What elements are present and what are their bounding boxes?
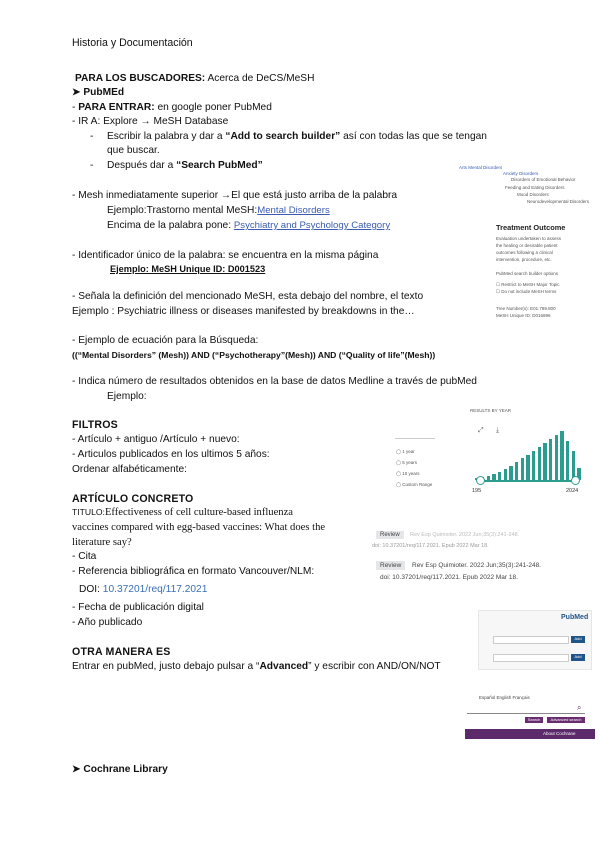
range-slider-track [480, 480, 576, 482]
review-badge: Review [376, 531, 404, 539]
no-mesh-checkbox[interactable]: ☐ Do not include MeSH terms [496, 289, 557, 294]
pubmed-advanced-thumbnail [478, 610, 592, 670]
chart-bar [526, 455, 529, 480]
chart-bar [504, 469, 507, 480]
no-mesh-label: Do not include MeSH terms [501, 289, 557, 294]
tree-item: Feeding and Eating Disorders [505, 185, 565, 190]
add-button[interactable]: Add [571, 636, 585, 643]
otra-pre: Entrar en pubMed, justo debajo pulsar a “ [72, 661, 260, 672]
articulo-titulo-line1 [72, 507, 293, 518]
arrow-icon: ➤ [72, 87, 81, 98]
opt-1-year: 1 year [402, 449, 415, 454]
bullet1-bold: “Add to search builder” [225, 131, 341, 142]
titulo-text: Effectiveness of cell culture-based influenza [104, 507, 294, 518]
cochrane-thumbnail [465, 695, 595, 741]
bullet-add-search-line2: que buscar. [107, 145, 160, 156]
chart-bar [509, 466, 512, 480]
adv-field[interactable] [493, 636, 569, 644]
cochrane-search-button[interactable]: Search [525, 717, 543, 723]
ecuacion-line1: - Ejemplo de ecuación para la Búsqueda: [72, 335, 259, 346]
articulo-cita: - Cita [72, 551, 97, 562]
bullet-dash: - [90, 160, 94, 171]
page-header: Historia y Documentación [72, 37, 193, 49]
pubmed-heading [72, 87, 124, 98]
otra-post: ” y escribir con AND/ON/NOT [308, 661, 441, 672]
filtros-line2: - Articulos publicados en los ultimos 5 años: [72, 449, 270, 460]
cochrane-advanced-button[interactable]: Advanced search [547, 717, 585, 723]
review-badge: Review [376, 561, 405, 570]
bullet-add-search [107, 131, 487, 142]
chart-bar [515, 462, 518, 480]
bullet-dash: - [90, 131, 94, 142]
cochrane-about-label: About Cochrane [543, 731, 576, 736]
range-end-label: 2024 [566, 488, 579, 494]
builder-options: PubMed search builder options [496, 271, 559, 276]
restrict-checkbox[interactable]: ☐ Restrict to MeSH Major Topic [496, 282, 560, 287]
citation-thumbnail [370, 528, 600, 588]
tree-item: Arts Mental Disorders [459, 165, 503, 170]
bullet2-bold: “Search PubMed” [176, 160, 263, 171]
adv-field[interactable] [493, 654, 569, 662]
opt-10-years: 10 years [402, 471, 420, 476]
mesh-encima-line [107, 220, 390, 231]
citation-line: doi: 10.37201/req/117.2021. Epub 2022 Mar 18. [372, 543, 489, 549]
tree-item: Mood Disorders [517, 192, 549, 197]
filter-5-years[interactable]: ◯ 5 years [396, 460, 418, 465]
ir-a-line: - IR A: Explore → MeSH Database [72, 116, 229, 127]
results-by-year-label: RESULTS BY YEAR [470, 408, 512, 413]
bullet1-post: así con todas las que se tengan [340, 131, 487, 142]
results-chart-bars [474, 427, 582, 480]
chart-bar [521, 458, 524, 480]
pubmed-logo: PubMed [561, 614, 589, 621]
resultados-line1: - Indica número de resultados obtenidos en la base de datos Medline a través de pubMed [72, 376, 477, 387]
cochrane-title: Cochrane Library [83, 764, 168, 775]
treatment-title: Treatment Outcome [496, 223, 566, 232]
citation-line: Rev Esp Quimioter. 2022 Jun;35(3):241-248. [410, 532, 520, 538]
filter-custom[interactable]: ◯ Custom Range [396, 482, 433, 487]
mesh-ejemplo-pre: Ejemplo:Trastorno mental MeSH: [107, 205, 258, 216]
tree-item: Anxiety Disorders [503, 171, 539, 176]
treatment-desc: Evaluation undertaken to assess [496, 236, 562, 241]
cochrane-about-bar[interactable] [465, 729, 595, 739]
filter-1-year[interactable]: ◯ 1 year [396, 449, 415, 454]
mental-disorders-link[interactable]: Mental Disorders [257, 205, 330, 216]
bullet1-pre: Escribir la palabra y dar a [107, 131, 226, 142]
range-slider-start-handle[interactable] [476, 476, 485, 485]
bullet-search-pubmed [107, 160, 263, 171]
articulo-titulo-line3: literature say? [72, 537, 132, 548]
add-button[interactable]: Add [571, 654, 585, 661]
chart-bar [566, 441, 569, 480]
mesh-superior-line: - Mesh inmediatamente superior →El que está justo arriba de la palabra [72, 190, 398, 201]
range-start-label: 195 [472, 488, 482, 494]
mesh-ejemplo-line [107, 205, 330, 216]
pubmed-title: PubMEd [83, 87, 125, 98]
treatment-desc: outcomes following a clinical [496, 250, 553, 255]
range-slider-end-handle[interactable] [571, 476, 580, 485]
ecuacion-line2: ((“Mental Disorders” (Mesh)) AND (“Psychotherapy”(Mesh)) AND (“Quality of life”(Mesh)) [72, 350, 436, 360]
articulo-title: ARTÍCULO CONCRETO [72, 493, 194, 505]
download-icon[interactable]: ⤓ [496, 427, 500, 434]
buscadores-rest: Acerca de DeCS/MeSH [205, 73, 315, 84]
filtros-title: FILTROS [72, 419, 118, 431]
treatment-desc: intervention, procedure, etc. [496, 257, 552, 262]
entrar-line [72, 102, 272, 113]
entrar-label: PARA ENTRAR: [78, 102, 155, 113]
cochrane-search-input[interactable] [467, 704, 585, 714]
buscadores-line [75, 73, 314, 84]
identificador-line: - Identificador único de la palabra: se encuentra en la misma página [72, 250, 379, 261]
resultados-line2: Ejemplo: [107, 391, 147, 402]
buscadores-label: PARA LOS BUSCADORES: [75, 73, 206, 84]
results-filter-thumbnail [392, 405, 600, 500]
identificador-ejemplo: Ejemplo: MeSH Unique ID: D001523 [110, 264, 266, 274]
articulo-ref: - Referencia bibliográfica en formato Vancouver/NLM: [72, 566, 315, 577]
titulo-label: TITULO: [72, 507, 105, 517]
psychiatry-category-link[interactable]: Psychiatry and Psychology Category [233, 220, 391, 231]
definicion-line1: - Señala la definición del mencionado MeSH, esta debajo del nombre, el texto [72, 291, 424, 302]
mesh-encima-pre: Encima de la palabra pone: [107, 220, 234, 231]
tree-item: Disorders of Emotional Behavior [511, 177, 576, 182]
opt-5-years: 5 years [402, 460, 418, 465]
restrict-label: Restrict to MeSH Major Topic [501, 282, 560, 287]
bullet2-pre: Después dar a [107, 160, 177, 171]
tree-item: Neurodevelopmental Disorders [527, 199, 590, 204]
chart-bar [555, 435, 558, 480]
expand-icon[interactable]: ⤢ [478, 427, 484, 434]
filter-10-years[interactable]: ◯ 10 years [396, 471, 420, 476]
citation-line: doi: 10.37201/req/117.2021. Epub 2022 Mar 18. [380, 574, 518, 581]
opt-custom: Custom Range [402, 482, 433, 487]
filtros-line1: - Artículo + antiguo /Artículo + nuevo: [72, 434, 240, 445]
articulo-fecha: - Fecha de publicación digital [72, 602, 204, 613]
definicion-line2: Ejemplo : Psychiatric illness or diseases manifested by breakdowns in the… [72, 306, 415, 317]
cochrane-heading [72, 764, 168, 775]
otra-bold: Advanced [259, 661, 309, 672]
filtros-line3: Ordenar alfabéticamente: [72, 464, 187, 475]
entrar-rest: en google poner PubMed [154, 102, 272, 113]
chart-bar [498, 472, 501, 480]
arrow-icon: ➤ [72, 764, 81, 775]
citation-line[interactable]: Rev Esp Quimioter. 2022 Jun;35(3):241-248. [412, 562, 541, 569]
articulo-anio: - Año publicado [72, 617, 143, 628]
cochrane-search-icon[interactable]: ⌕ [577, 703, 582, 712]
tree-number: Tree Number(s): E01.789.800 [496, 306, 556, 311]
doi-label: DOI: [79, 584, 103, 595]
otra-manera-line [72, 661, 441, 672]
cochrane-lang-nav[interactable]: Español English Français [479, 695, 530, 700]
chart-bar [532, 451, 535, 480]
articulo-doi-line [79, 584, 207, 595]
chart-bar [543, 443, 546, 480]
chart-bar [549, 439, 552, 480]
chart-bar [538, 447, 541, 480]
mesh-tree-thumbnail [455, 165, 600, 327]
chart-bar [560, 431, 563, 480]
entrar-dash: - [72, 102, 79, 113]
filter-divider [395, 438, 435, 439]
otra-manera-title: OTRA MANERA ES [72, 646, 171, 658]
articulo-titulo-line2: vaccines compared with egg-based vaccines: What does the [72, 522, 326, 533]
doi-value[interactable]: 10.37201/req/117.2021 [102, 584, 208, 595]
treatment-desc: the healing or desirable patient [496, 243, 558, 248]
mesh-unique-id: MeSH Unique ID: D016896 [496, 313, 551, 318]
